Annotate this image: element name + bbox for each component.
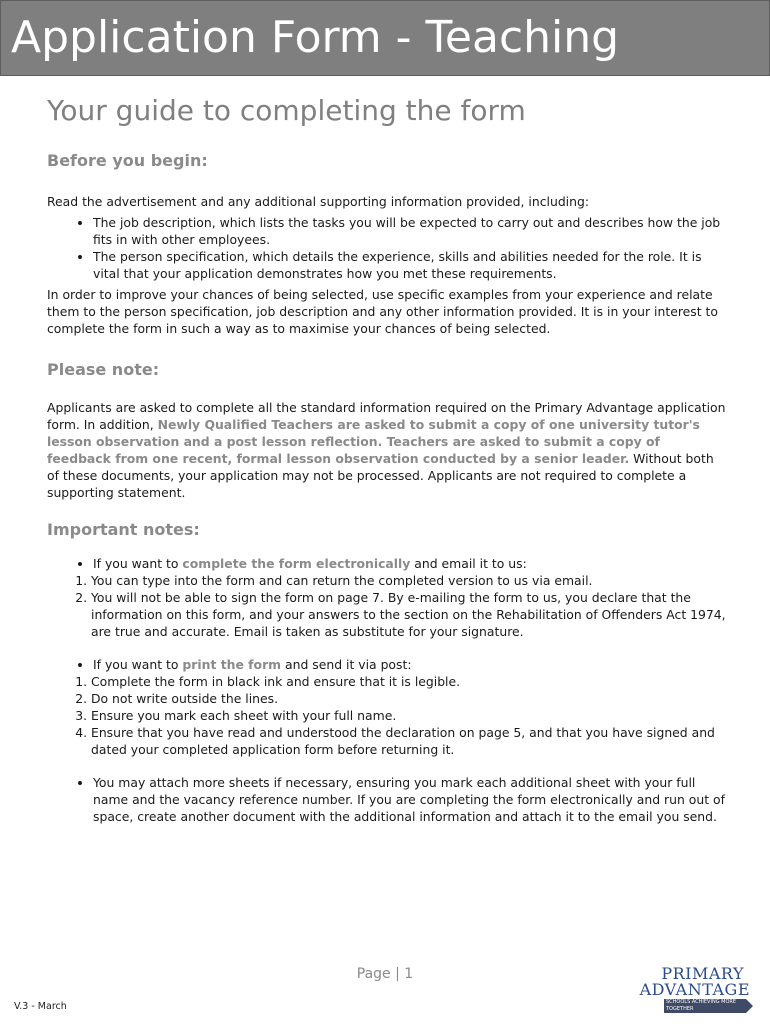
before-paragraph: In order to improve your chances of being selected, use specific examples from your experience and relate them to the person specification, job description and any other information provided. It is in your interest to complete the form in such a way as to maximise your chances of being selected. <box>47 287 718 336</box>
note-paragraph <box>47 399 727 501</box>
version-label: V.3 - March <box>14 1001 67 1012</box>
list-item: • You may attach more sheets if necessary, ensuring you mark each additional sheet with your full name and the vacancy reference number. If you are completing the form electronically and run out of space, create another document with the additional information and attach it to the email you send. <box>93 774 727 825</box>
note-text-1: Applicants are asked to complete all the standard information required on the Primary Advantage application form. In addition, <box>47 400 726 432</box>
electronic-post: and email it to us: <box>410 556 527 571</box>
list-item: 3. Ensure you mark each sheet with your full name. <box>91 707 727 724</box>
guide-title: Your guide to completing the form <box>47 94 526 127</box>
print-pre: If you want to <box>93 657 183 672</box>
note-text-2: Without both of these documents, your application may not be processed. Applicants are not required to complete a supporting statement. <box>47 451 714 500</box>
list-item: 4. Ensure that you have read and understood the declaration on page 5, and that you have signed and dated your completed application form before returning it. <box>91 724 727 758</box>
page-number: Page | 1 <box>356 966 414 982</box>
list-item: 2. Do not write outside the lines. <box>91 690 727 707</box>
list-item: 1. You can type into the form and can return the completed version to us via email. <box>91 572 727 589</box>
list-item: 2. You will not be able to sign the form on page 7. By e-mailing the form to us, you declare that the information on this form, and your answers to the section on the Rehabilitation of Offenders Act 1974, are true and accurate. Email is taken as substitute for your signature. <box>91 589 727 640</box>
list-item: 1. Complete the form in black ink and ensure that it is legible. <box>91 673 727 690</box>
print-post: and send it via post: <box>281 657 412 672</box>
logo-line-2: ADVANTAGE <box>639 980 750 999</box>
guide-content <box>47 92 727 825</box>
before-intro: Read the advertisement and any additional supporting information provided, including: <box>47 194 590 209</box>
note-highlight: Newly Qualified Teachers are asked to submit a copy of one university tutor's lesson observation and a post lesson reflection. Teachers are asked to submit a copy of feedback from one recent, formal lesson observation conducted by a senior leader. <box>47 417 700 466</box>
print-steps <box>69 673 727 758</box>
list-item: • The job description, which lists the tasks you will be expected to carry out and describes how the job fits in with other employees. <box>93 214 727 248</box>
list-item <box>93 656 727 758</box>
primary-advantage-logo <box>630 966 750 1016</box>
page-title: Application Form - Teaching <box>11 12 620 63</box>
before-heading: Before you begin: <box>47 151 208 170</box>
logo-tagline: SCHOOLS ACHIEVING MORE TOGETHER <box>664 999 746 1013</box>
logo-line-1: PRIMARY <box>661 964 744 983</box>
before-list <box>47 214 727 282</box>
important-list <box>47 555 727 825</box>
electronic-pre: If you want to <box>93 556 183 571</box>
electronic-highlight: complete the form electronically <box>182 556 411 571</box>
note-heading: Please note: <box>47 360 160 379</box>
electronic-steps <box>69 572 727 640</box>
list-item: • The person specification, which details the experience, skills and abilities needed for the role. It is vital that your application demonstrates how you met these requirements. <box>93 248 727 282</box>
important-heading: Important notes: <box>47 520 200 539</box>
list-item <box>93 555 727 640</box>
header-banner <box>0 0 770 76</box>
print-highlight: print the form <box>182 657 282 672</box>
